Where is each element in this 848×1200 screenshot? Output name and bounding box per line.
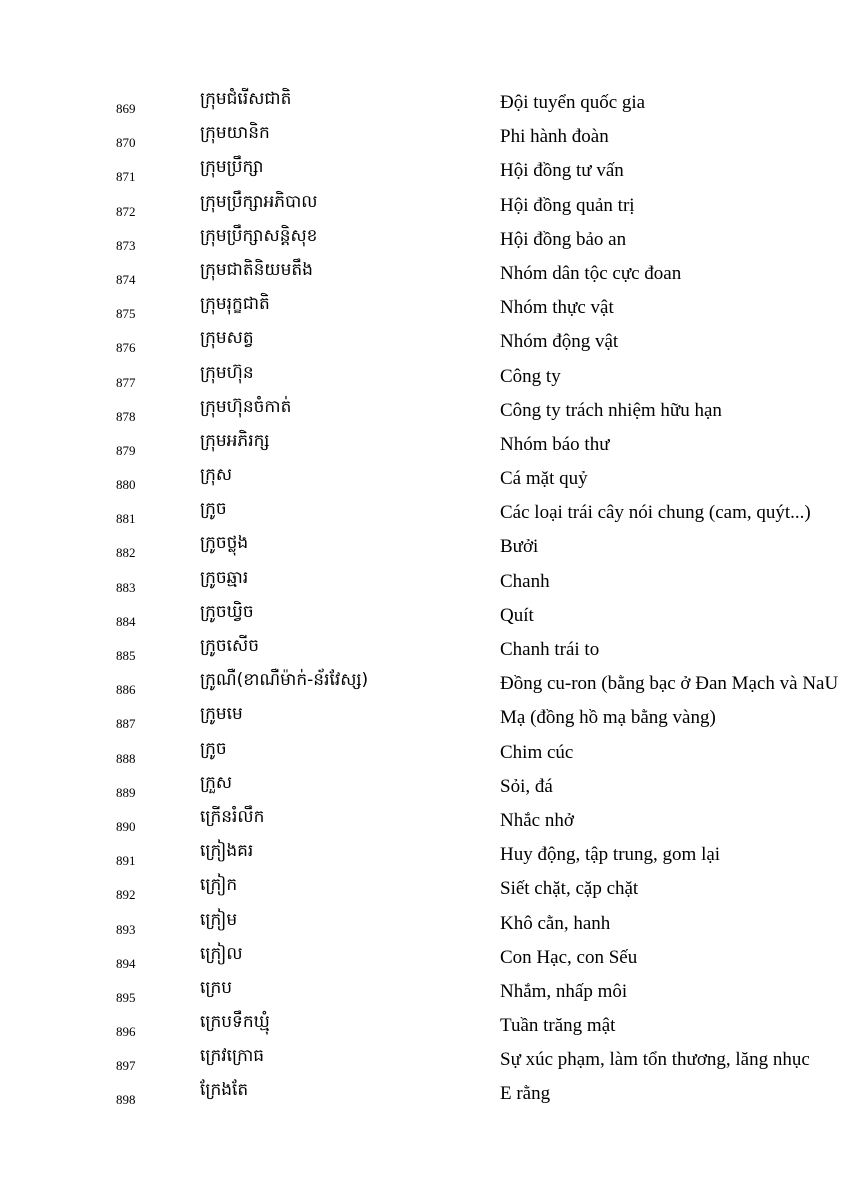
entry-number: 873 [116, 237, 136, 253]
entry-khmer-term: ក្រុមជំរើសជាតិ [200, 89, 292, 109]
entry-row [0, 770, 848, 804]
entry-row [0, 223, 848, 257]
entry-row [0, 394, 848, 428]
entry-vietnamese-meaning: Đội tuyển quốc gia [500, 92, 646, 113]
entry-khmer-term: ក្រៀល [200, 943, 243, 964]
entry-row [0, 1077, 848, 1111]
entry-khmer-term: ក្រូច [200, 738, 227, 759]
entry-khmer-term: ក្រៀក [200, 875, 238, 896]
entry-vietnamese-meaning: Huy động, tập trung, gom lại [500, 844, 721, 866]
entry-vietnamese-meaning: Mạ (đồng hồ mạ bằng vàng) [500, 707, 716, 729]
entry-khmer-term: ក្រូចឃ្វិច [200, 601, 254, 622]
entry-row [0, 360, 848, 394]
entry-row [0, 804, 848, 838]
entry-vietnamese-meaning: E rằng [500, 1083, 551, 1105]
entry-vietnamese-meaning: Nhóm động vật [500, 331, 619, 353]
entry-row [0, 872, 848, 906]
entry-number: 891 [116, 853, 136, 869]
entry-vietnamese-meaning: Hội đồng tư vấn [500, 160, 624, 182]
entry-number: 885 [116, 648, 136, 663]
entry-row [0, 701, 848, 735]
entry-row [0, 428, 848, 462]
entry-row [0, 907, 848, 941]
entry-number: 896 [116, 1024, 136, 1040]
entry-number: 871 [116, 169, 136, 185]
entry-number: 879 [116, 442, 136, 458]
entry-vietnamese-meaning: Khô cằn, hanh [500, 912, 611, 934]
entry-vietnamese-meaning: Đồng cu-ron (bằng bạc ở Đan Mạch và NaU [500, 673, 839, 695]
entry-khmer-term: ក្រូចសើច [200, 636, 260, 656]
entry-khmer-term: ក្រុមយានិក [200, 123, 270, 144]
entry-number: 888 [116, 750, 136, 766]
entry-khmer-term: ក្រែងតែ [200, 1080, 249, 1101]
entry-number: 889 [116, 784, 136, 800]
entry-row [0, 1009, 848, 1043]
entry-vietnamese-meaning: Tuần trăng mật [500, 1015, 616, 1037]
entry-vietnamese-meaning: Con Hạc, con Sếu [500, 946, 638, 968]
entry-row [0, 154, 848, 188]
entry-khmer-term: ក្រៀម [200, 909, 238, 930]
entry-vietnamese-meaning: Công ty trách nhiệm hữu hạn [500, 399, 722, 421]
entry-vietnamese-meaning: Sự xúc phạm, làm tổn thương, lăng nhục [500, 1049, 810, 1071]
entry-number: 870 [116, 135, 136, 151]
entry-row [0, 975, 848, 1009]
entry-number: 874 [116, 271, 136, 287]
entry-vietnamese-meaning: Chanh [500, 570, 550, 592]
entry-row [0, 530, 848, 564]
entry-number: 881 [116, 511, 136, 527]
entry-row [0, 1043, 848, 1077]
entry-khmer-term: ក្រុស [200, 465, 233, 486]
entry-number: 895 [116, 989, 136, 1005]
entry-vietnamese-meaning: Sỏi, đá [500, 775, 553, 797]
entry-khmer-term: ក្រេវក្រោធ [200, 1046, 265, 1067]
entry-number: 878 [116, 408, 136, 424]
entry-vietnamese-meaning: Nhóm dân tộc cực đoan [500, 262, 682, 284]
entry-vietnamese-meaning: Phi hành đoàn [500, 126, 609, 148]
entry-khmer-term: ក្រេបទឹកឃ្មុំ [200, 1012, 270, 1033]
entry-number: 876 [116, 340, 136, 356]
entry-khmer-term: ក្រុមប្រឹក្សាអភិបាល [200, 191, 318, 212]
entry-number: 880 [116, 477, 136, 493]
entry-row [0, 462, 848, 496]
entry-number: 894 [116, 955, 136, 971]
entry-khmer-term: ក្រុមហ៊ុនចំកាត់ [200, 396, 292, 417]
entry-row [0, 565, 848, 599]
entry-vietnamese-meaning: Cá mặt quỷ [500, 468, 588, 490]
entry-khmer-term: ក្រូមមេ [200, 704, 243, 725]
entry-khmer-term: ក្រេប [200, 977, 233, 998]
entry-khmer-term: ក្រុមអភិរក្ស [200, 430, 270, 451]
entry-row [0, 291, 848, 325]
entry-number: 884 [116, 613, 136, 629]
entry-row [0, 838, 848, 872]
entry-number: 898 [116, 1092, 136, 1108]
entry-number: 887 [116, 716, 136, 732]
entry-vietnamese-meaning: Hội đồng quản trị [500, 194, 635, 216]
entry-vietnamese-meaning: Quít [500, 604, 534, 626]
entry-number: 890 [116, 818, 136, 834]
entry-number: 882 [116, 545, 136, 561]
entry-number: 886 [116, 682, 136, 698]
entry-row [0, 736, 848, 770]
entry-number: 892 [116, 887, 136, 903]
entry-vietnamese-meaning: Hội đồng bảo an [500, 228, 627, 250]
entry-vietnamese-meaning: Công ty [500, 365, 561, 387]
entry-row [0, 120, 848, 154]
entry-khmer-term: ក្រើនរំលឹក [200, 806, 265, 827]
entry-number: 893 [116, 921, 136, 937]
entry-row [0, 325, 848, 359]
entry-vietnamese-meaning: Chim cúc [500, 741, 574, 763]
entry-vietnamese-meaning: Nhắm, nhấp môi [500, 980, 628, 1002]
entry-khmer-term: ក្រូចថ្លុង [200, 533, 249, 554]
entry-number: 883 [116, 579, 136, 595]
entry-vietnamese-meaning: Nhóm báo thư [500, 433, 610, 455]
entry-number: 869 [116, 101, 136, 116]
entry-row [0, 496, 848, 530]
entry-number: 877 [116, 374, 136, 390]
entry-list [0, 86, 848, 1112]
entry-vietnamese-meaning: Các loại trái cây nói chung (cam, quýt...) [500, 502, 811, 524]
entry-khmer-term: ក្រូណឺ(ខាណឺម៉ាក់-ន័រវែស្ស) [200, 670, 369, 691]
entry-khmer-term: ក្រុមប្រឹក្សាសន្តិសុខ [200, 225, 318, 246]
entry-row [0, 667, 848, 701]
entry-khmer-term: ក្រូច [200, 499, 227, 520]
entry-khmer-term: ក្រុមជាតិនិយមតឹង [200, 259, 313, 280]
entry-khmer-term: ក្រុមរុក្ខជាតិ [200, 294, 270, 315]
entry-row [0, 633, 848, 667]
entry-khmer-term: ក្រុមហ៊ុន [200, 362, 254, 383]
entry-row [0, 257, 848, 291]
entry-vietnamese-meaning: Chanh trái to [500, 639, 600, 660]
entry-khmer-term: ក្រៀងគរ [200, 841, 254, 862]
entry-vietnamese-meaning: Siết chặt, cặp chặt [500, 878, 639, 900]
entry-number: 875 [116, 306, 136, 322]
entry-row [0, 941, 848, 975]
entry-khmer-term: ក្រូចឆ្មារ [200, 567, 249, 588]
entry-vietnamese-meaning: Bưởi [500, 536, 539, 558]
entry-row [0, 86, 848, 120]
entry-row [0, 599, 848, 633]
entry-vietnamese-meaning: Nhắc nhở [500, 809, 574, 831]
entry-vietnamese-meaning: Nhóm thực vật [500, 297, 614, 319]
entry-khmer-term: ក្រួស [200, 772, 233, 793]
entry-khmer-term: ក្រុមប្រឹក្សា [200, 157, 264, 178]
entry-number: 897 [116, 1058, 136, 1074]
entry-number: 872 [116, 203, 136, 219]
entry-row [0, 189, 848, 223]
entry-khmer-term: ក្រុមសត្វ [200, 328, 254, 349]
